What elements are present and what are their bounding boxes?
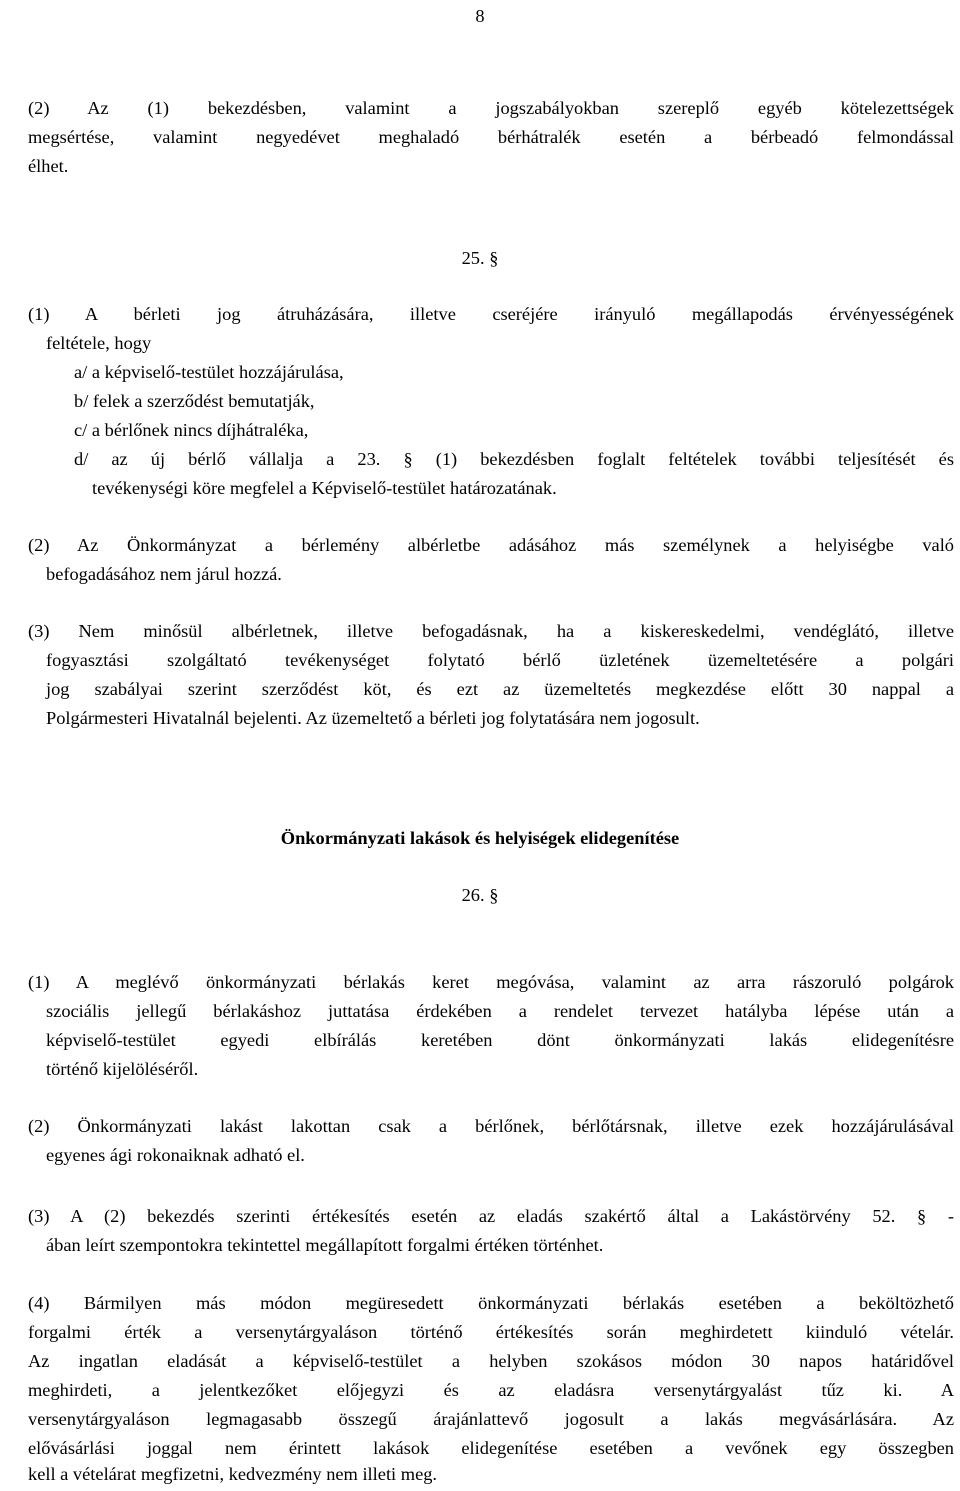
paragraph-line: (2) Önkormányzati lakást lakottan csak a bérlőnek, bérlőtársnak, illetve ezek hozzájárulásával [28,1116,954,1136]
paragraph-line: megsértése, valamint negyedévet meghaladó bérhátralék esetén a bérbeadó felmondással [28,127,954,147]
paragraph-line: (1) A bérleti jog átruházására, illetve cseréjére irányuló megállapodás érvényességének [28,304,954,324]
paragraph-line: jog szabályai szerint szerződést köt, és ezt az üzemeltetés megkezdése előtt 30 nappal a [46,679,954,699]
paragraph-line: versenytárgyaláson legmagasabb összegű árajánlattevő jogosult a lakás megvásárlására. Az [28,1409,954,1429]
paragraph-line: Az ingatlan eladását a képviselő-testület a helyben szokásos módon 30 napos határidővel [28,1351,954,1371]
paragraph-line: (3) Nem minősül albérletnek, illetve befogadásnak, ha a kiskereskedelmi, vendéglátó, illetve [28,621,954,641]
list-item-b: b/ felek a szerződést bemutatják, [74,391,315,411]
list-item-a: a/ a képviselő-testület hozzájárulása, [74,362,344,382]
paragraph-line: (1) A meglévő önkormányzati bérlakás keret megóvása, valamint az arra rászoruló polgárok [28,972,954,992]
list-item-d: d/ az új bérlő vállalja a 23. § (1) bekezdésben foglalt feltételek további teljesítését és [74,449,954,469]
paragraph-line: (2) Az Önkormányzat a bérlemény albérletbe adásához más személynek a helyiségbe való [28,535,954,555]
list-item-d-cont: tevékenységi köre megfelel a Képviselő-testület határozatának. [92,478,557,498]
paragraph-line: Polgármesteri Hivatalnál bejelenti. Az üzemeltető a bérleti jog folytatására nem jogosult. [46,708,700,728]
paragraph-line: fogyasztási szolgáltató tevékenységet folytató bérlő üzletének üzemeltetésére a polgári [46,650,954,670]
paragraph-line: elővásárlási joggal nem érintett lakások elidegenítése esetében a vevőnek egy összegben [28,1438,954,1458]
paragraph-line: ában leírt szempontokra tekintettel megállapított forgalmi értéken történhet. [46,1235,604,1255]
paragraph-line: feltétele, hogy [46,333,152,353]
section-25-title: 25. § [461,248,499,268]
chapter-heading: Önkormányzati lakások és helyiségek elidegenítése [280,828,680,848]
paragraph-line: (2) Az (1) bekezdésben, valamint a jogszabályokban szereplő egyéb kötelezettségek [28,98,954,118]
paragraph-line: egyenes ági rokonaiknak adható el. [46,1145,305,1165]
paragraph-line: forgalmi érték a versenytárgyaláson történő értékesítés során meghirdetett kiinduló vételár. [28,1322,954,1342]
paragraph-line: meghirdeti, a jelentkezőket előjegyzi és az eladásra versenytárgyalást tűz ki. A [28,1380,954,1400]
paragraph-line: befogadásához nem járul hozzá. [46,564,282,584]
section-26-title: 26. § [461,885,499,905]
paragraph-line: képviselő-testület egyedi elbírálás keretében dönt önkormányzati lakás elidegenítésre [46,1030,954,1050]
paragraph-line: kell a vételárat megfizetni, kedvezmény nem illeti meg. [28,1464,438,1484]
paragraph-line: (4) Bármilyen más módon megüresedett önkormányzati bérlakás esetében a beköltözhető [28,1293,954,1313]
paragraph-line: történő kijelöléséről. [46,1059,199,1079]
paragraph-line: (3) A (2) bekezdés szerinti értékesítés esetén az eladás szakértő által a Lakástörvény 52. § - [28,1206,954,1226]
list-item-c: c/ a bérlőnek nincs díjhátraléka, [74,420,309,440]
paragraph-line: élhet. [28,156,69,176]
paragraph-line: szociális jellegű bérlakáshoz juttatása érdekében a rendelet tervezet hatályba lépése után a [46,1001,954,1021]
page-number: 8 [475,6,485,26]
